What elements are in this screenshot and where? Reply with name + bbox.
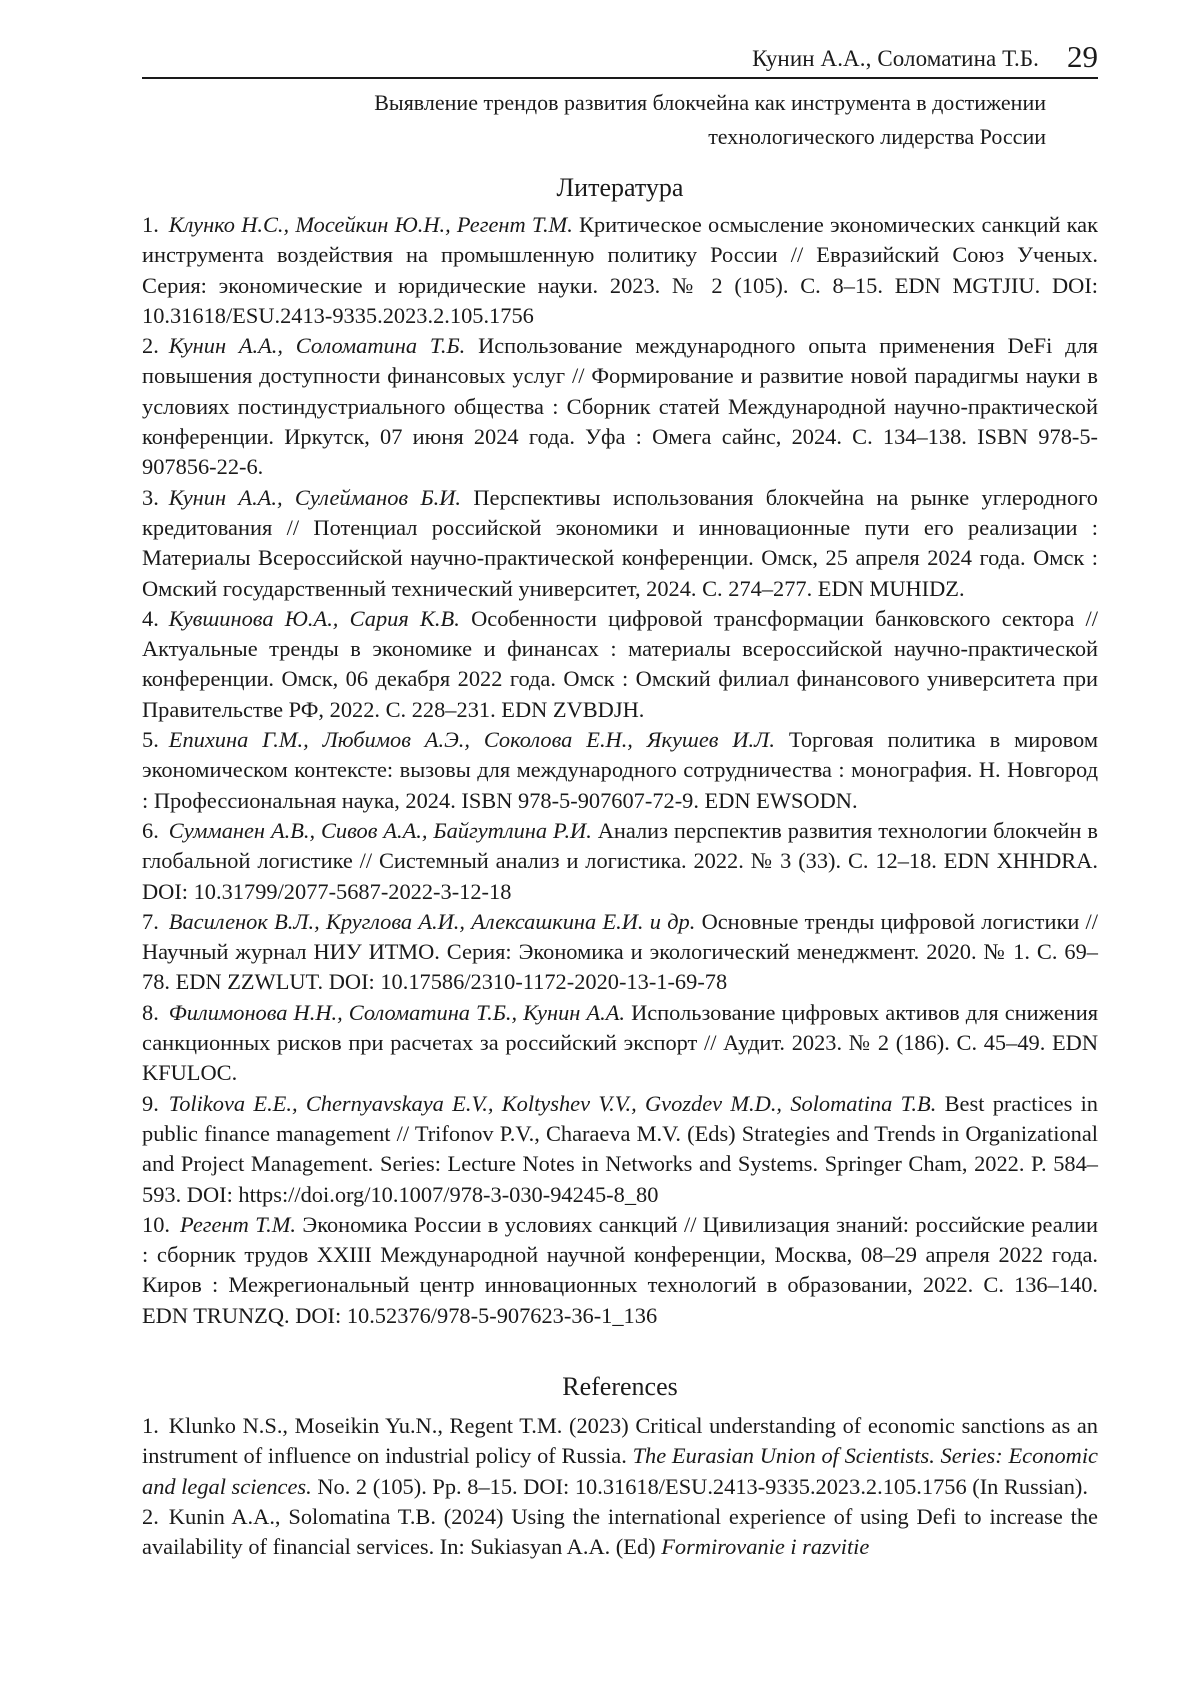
reference-number: 2. (142, 333, 159, 359)
running-header (752, 28, 1098, 72)
reference-authors: Tolikova E.E., Chernyavskaya E.V., Koltyshev V.V., Gvozdev M.D., Solomatina T.B. (168, 1090, 937, 1116)
reference-number: 8. (142, 999, 159, 1025)
literature-item (142, 604, 1098, 725)
literature-item (142, 725, 1098, 816)
reference-authors: Василенок В.Л., Круглова А.И., Алексашкина Е.И. и др. (168, 908, 696, 934)
reference-number: 1. (142, 212, 159, 237)
literature-item (142, 483, 1098, 604)
reference-text: Kunin A.A., Solomatina T.B. (2024) Using the international experience of using Defi to increase the availability of financial services. In: Sukiasyan A.A. (Ed) (142, 1503, 1098, 1560)
reference-source: The Eurasian Union of Scientists. Series: Economic and legal sciences. (142, 1443, 1098, 1499)
reference-text: Klunko N.S., Moseikin Yu.N., Regent T.M. (2023) Critical understanding of economic sanctions as an instrument of influence on industrial policy of Russia. (142, 1413, 1098, 1469)
reference-text: Использование цифровых активов для снижения санкционных рисков при расчетах за российский экспорт // Аудит. 2023. № 2 (186). С. 45–49. EDN KFULOC. (142, 999, 1098, 1086)
reference-authors: Регент Т.М. (180, 1211, 297, 1237)
reference-text: No. 2 (105). Pp. 8–15. DOI: 10.31618/ESU.2413-9335.2023.2.105.1756 (In Russian). (317, 1473, 1088, 1499)
reference-text: Особенности цифровой трансформации банковского сектора // Актуальные тренды в экономике и финансах : материалы всероссийской научно-практической конференции. Омск, 06 декабря 2022 года. Омск : Омский филиал финансового университета при Правительстве РФ, 2022. С. 228–231. EDN ZVBDJH. (142, 605, 1098, 722)
reference-authors: Кунин А.А., Соломатина Т.Б. (168, 333, 466, 359)
literature-item (142, 1210, 1098, 1331)
reference-text: Экономика России в условиях санкций // Цивилизация знаний: российские реалии : сборник трудов XXIII Международной научной конференции, Москва, 08–29 апреля 2022 года. Киров : Межрегиональный центр инновационных технологий в образовании, 2022. С. 136–140. EDN TRUNZQ. DOI: 10.52376/978-5-907623-36-1_136 (142, 1211, 1098, 1328)
literature-item (142, 1089, 1098, 1210)
references-list (142, 1411, 1098, 1562)
reference-authors: Кунин А.А., Сулейманов Б.И. (168, 484, 462, 510)
reference-number: 3. (142, 484, 159, 510)
header-rule (142, 77, 1098, 79)
reference-authors: Епихина Г.М., Любимов А.Э., Соколова Е.Н., Якушев И.Л. (168, 727, 775, 753)
reference-authors: Кувшинова Ю.А., Сария К.В. (168, 605, 460, 631)
reference-text: Основные тренды цифровой логистики // Научный журнал НИУ ИТМО. Серия: Экономика и экологический менеджмент. 2020. № 1. С. 69–78. EDN ZZWLUT. DOI: 10.17586/2310-1172-2020-13-1-69-78 (142, 908, 1098, 995)
reference-text: Перспективы использования блокчейна на рынке углеродного кредитования // Потенциал российской экономики и инновационные пути его реализации : Материалы Всероссийской научно-практической конференции. Омск, 25 апреля 2024 года. Омск : Омский государственный технический университет, 2024. С. 274–277. EDN MUHIDZ. (142, 484, 1098, 601)
literature-item (142, 331, 1098, 482)
literature-item (142, 907, 1098, 998)
references-item (142, 1502, 1098, 1563)
reference-text: Best practices in public finance management // Trifonov P.V., Charaeva M.V. (Eds) Strategies and Trends in Organizational and Project Management. Series: Lecture Notes in Networks and Systems. Springer Cham, 2022. P. 584–593. DOI: https://doi.org/10.1007/978-3-030-94245-8_80 (142, 1090, 1098, 1207)
literature-list (142, 210, 1098, 1331)
reference-authors: Сумманен А.В., Сивов А.А., Байгутлина Р.И. (168, 817, 592, 843)
references-heading: References (562, 1372, 678, 1401)
literature-item (142, 816, 1098, 907)
reference-number: 7. (142, 908, 159, 934)
references-item (142, 1411, 1098, 1502)
reference-number: 9. (142, 1090, 159, 1116)
reference-number: 2. (142, 1503, 159, 1529)
reference-number: 5. (142, 727, 159, 753)
reference-authors: Клунко Н.С., Мосейкин Ю.Н., Регент Т.М. (168, 212, 573, 237)
reference-source: Formirovanie i razvitie (661, 1534, 870, 1560)
reference-number: 1. (142, 1413, 159, 1438)
running-article-title: Выявление трендов развития блокчейна как инструмента в достижении технологического лидерства России (374, 90, 1046, 149)
literature-item (142, 998, 1098, 1089)
reference-number: 10. (142, 1211, 170, 1237)
reference-text: Торговая политика в мировом экономическом контексте: вызовы для международного сотрудничества : монография. Н. Новгород : Профессиональная наука, 2024. ISBN 978-5-907607-72-9. EDN EWSODN. (142, 727, 1098, 813)
literature-item (142, 210, 1098, 331)
reference-text: Критическое осмысление экономических санкций как инструмента воздействия на промышленную политику России // Евразийский Союз Ученых. Серия: экономические и юридические науки. 2023. № 2 (105). С. 8–15. EDN MGTJIU. DOI: 10.31618/ESU.2413-9335.2023.2.105.1756 (142, 212, 1099, 328)
reference-text: Анализ перспектив развития технологии блокчейн в глобальной логистике // Системный анализ и логистика. 2022. № 3 (33). С. 12–18. EDN XHHDRA. DOI: 10.31799/2077-5687-2022-3-12-18 (142, 817, 1098, 904)
reference-text: Использование международного опыта применения DeFi для повышения доступности финансовых услуг // Формирование и развитие новой парадигмы науки в условиях постиндустриального общества : Сборник статей Международной научно-практической конференции. Иркутск, 07 июня 2024 года. Уфа : Омега сайнс, 2024. С. 134–138. ISBN 978-5-907856-22-6. (142, 333, 1098, 480)
running-header-authors: Кунин А.А., Соломатина Т.Б. (752, 46, 1039, 71)
reference-number: 6. (142, 817, 159, 843)
literature-heading: Литература (556, 173, 684, 202)
reference-authors: Филимонова Н.Н., Соломатина Т.Б., Кунин А.А. (168, 999, 626, 1025)
reference-number: 4. (142, 605, 159, 631)
page-number: 29 (1067, 39, 1098, 74)
